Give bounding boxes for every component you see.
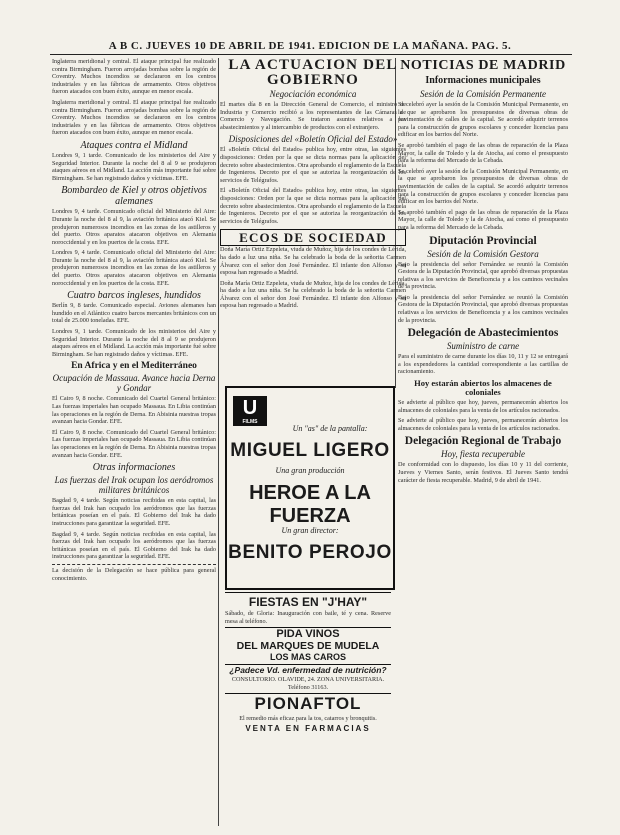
ad-farmacias: VENTA EN FARMACIAS [245,723,371,733]
ad-fiestas-title: FIESTAS EN "J'HAY" [225,592,391,609]
advert-film-title: HEROE A LA FUERZA [249,482,371,527]
text-coloniales-2: Se advierte al público que hoy, jueves, permanecerán abiertos los almacenes de coloniales para la venta de los artículos racionados. [398,417,568,432]
masthead-rule [50,54,572,55]
headline-gobierno: LA ACTUACION DEL GOBIERNO [228,58,398,88]
text-kiel: Londres 9, 4 tarde. Comunicado oficial del Ministerio del Aire: Durante la noche del 8 al 9, la aviación británica atacó Kiel. Se produjeron numerosos incendios en las zonas de los astilleros y del puerto. Otros aparatos atacaron objetivos en Alemania noroccidental y en los puertos de la costa. EFE. [52,208,216,246]
ad-vinos-2: DEL MARQUES DE MUDELA [236,640,380,653]
text-gestora: Bajo la presidencia del señor Fernández se reunió la Comisión Gestora de la Diputación Provincial, que aprobó diversas propuestas relativas a los servicios de Beneficencia y a los caminos vecinales de la provincia. [398,260,568,291]
text-permanente-2: Se aprobó también el pago de las obras de reparación de la Plaza Mayor, la calle de Toledo y la de Atocha, así como el presupuesto para la reforma del Mercado de la Cebada. [398,141,568,165]
headline-otras: Otras informaciones [92,462,176,474]
footer-note: La decisión de la Delegación se hace pública para general conocimiento. [52,566,216,582]
advert-line2: Una gran producción [275,466,345,475]
ad-nutricion-question: ¿Padece Vd. enfermedad de nutrición? [225,664,391,675]
text-africa-2: El Cairo 9, 8 noche. Comunicado del Cuartel General británico: Las fuerzas imperiales han ocupado Massaua. En Libia continúan las operaciones en la región de Derna. En Abisinia nuestras tropas avanzan hacia Gondar. EFE. [52,428,216,459]
left-column [52,58,216,826]
lower-adverts [225,592,391,733]
headline-abastecimientos: Delegación de Abastecimientos [407,327,559,340]
advert-line1: Un "as" de la pantalla: [292,424,368,433]
ad-pionaftol-text: El remedio más eficaz para la tos, catarros y bronquitis. [239,715,377,723]
left-intro: Inglaterra meridional y central. El ataque principal fue realizado contra Birmingham. Fueron arrojadas bombas sobre la región de Coventry. Muchos incendios se declararon en los centros industriales y en las fábricas de armamento. Otros objetivos fueron atacados con buen éxito, aunque en menor escala. [52,58,216,96]
footer-rule [52,564,216,565]
headline-diputacion: Diputación Provincial [429,234,537,247]
ad-vinos-3: LOS MAS CAROS [269,652,346,663]
text-barcos: Berlín 9, 8 tarde. Comunicado especial. Aviones alemanes han hundido en el Atlántico cuatro barcos mercantes británicos con un total de 25.000 toneladas. EFE. [52,302,216,325]
studio-logo [233,396,267,426]
ad-vinos-1: PIDA VINOS [225,627,391,640]
ad-pionaftol: PIONAFTOL [225,693,391,714]
text-negociacion: El martes día 8 en la Dirección General de Comercio, el ministro de Industria y Comercio recibió a los representantes de las Cámaras de Comercio y Navegación. Se trataron asuntos relativos a los abastecimientos y al intercambio de productos con el extranjero. [220,101,406,131]
subhead-africa: Ocupación de Massaua. Avance hacia Derna y Gondar [52,373,216,394]
ad-fiestas-text: Sábado, de Gloria: Inauguración con baile, té y cena. Reserve mesa al teléfono. [225,610,391,625]
subhead-permanente: Sesión de la Comisión Permanente [420,89,546,99]
text-permanente-3: Se celebró ayer la sesión de la Comisión Municipal Permanente, en la que se aprobaron los presupuestos de diversas obras de pavimentación de calles de la capital. Se acordó adquirir terrenos para la construcción de grupos escolares y conceder licencias para edificar en los barrios del Norte. [398,167,568,206]
headline-boletin: Disposiciones del «Boletín Oficial del Estado» [228,134,398,145]
headline-trabajo: Delegación Regional de Trabajo [404,435,562,448]
text-midland: Londres 9, 1 tarde. Comunicado de los ministerios del Aire y Seguridad Interior. Durante la noche del 8 al 9 se produjeron ataques aéreos en el Midland. La acción más importante fué sobre Birmingham. Se han registrado daños y víctimas. EFE. [52,151,216,182]
headline-kiel: Bombardeo de Kiel y otros objetivos alemanes [61,185,207,208]
advert-director: BENITO PEROJO [228,542,392,563]
left-intro-2: Inglaterra meridional y central. El ataque principal fue realizado contra Birmingham. Fueron arrojadas bombas sobre la región de Coventry. Muchos incendios se declararon en los centros industriales y en las fábricas de armamento. Otros objetivos fueron atacados con buen éxito, aunque en menor escala. [52,98,216,137]
headline-midland: Ataques contra el Midland [80,139,188,151]
advert-star: MIGUEL LIGERO [230,440,390,461]
studio-logo-sub: FILMS [242,419,258,425]
masthead: A B C. JUEVES 10 DE ABRIL DE 1941. EDICION DE LA MAÑANA. PAG. 5. [108,40,512,52]
subhead-carne: Suministro de carne [446,341,520,352]
headline-barcos: Cuatro barcos ingleses, hundidos [67,290,201,302]
right-column [398,58,568,826]
subhead-fiesta: Hoy, fiesta recuperable [441,449,525,460]
headline-ecos: ECOS DE SOCIEDAD [220,229,406,246]
ad-nutricion-text: CONSULTORIO. OLAVIDE, 24. ZONA UNIVERSITARIA. Teléfono 31163. [231,676,385,691]
subhead-irak: Las fuerzas del Irak ocupan los aeródromos militares británicos [54,475,214,496]
text-coloniales: Se advierte al público que hoy, jueves, permanecerán abiertos los almacenes de coloniales para la venta de los artículos racionados. [398,399,568,414]
advert-line3: Un gran director: [281,526,339,535]
text-gestora-2: Bajo la presidencia del señor Fernández se reunió la Comisión Gestora de la Diputación Provincial, que aprobó diversas propuestas relativas a los servicios de Beneficencia y a los caminos vecinales de la provincia. [398,293,568,324]
subhead-negociacion: Negociación económica [269,89,357,99]
text-irak-2: Bagdad 9, 4 tarde. Según noticias recibidas en esta capital, las fuerzas del Irak han ocupado los aeródromos que las fuerzas británicas poseían en el país. El Gobierno del Irak ha dado instrucciones para garantizar la seguridad. EFE. [52,530,216,561]
text-africa: El Cairo 9, 8 noche. Comunicado del Cuartel General británico: Las fuerzas imperiales han ocupado Massaua. En Libia continúan las operaciones en la región de Derna. En Abisinia nuestras tropas avanzan hacia Gondar. EFE. [52,395,216,426]
text-permanente-4: Se aprobó también el pago de las obras de reparación de la Plaza Mayor, la calle de Toledo y la de Atocha, así como el presupuesto para la reforma del Mercado de la Cebada. [398,208,568,231]
column-divider-1 [218,58,219,826]
text-boletin: El «Boletín Oficial del Estado» publica hoy, entre otras, las siguientes disposiciones: Orden por la que se dicta normas para la aplicación del decreto sobre abastecimientos. Otra aprobando el reglamento de la Escuela de Ingenieros. Decreto por el que se autoriza la reorganización de los servicios de Telégrafos. [220,146,406,184]
headline-madrid: NOTICIAS DE MADRID [400,58,566,73]
headline-coloniales: Hoy estarán abiertos los almacenes de coloniales [414,378,552,398]
subhead-gestora: Sesión de la Comisión Gestora [427,248,539,259]
text-ecos-2: Doña María Ortiz Ezpeleta, viuda de Muñoz, hija de los condes de Lérida, ha dado a luz una niña. Se ha celebrado la boda de la señorita Carmen Álvarez con el señor don José Fernández. El infante don Alfonso y su esposa han regresado a Madrid. [220,279,406,310]
text-irak: Bagdad 9, 4 tarde. Según noticias recibidas en esta capital, las fuerzas del Irak han ocupado los aeródromos que las fuerzas británicas poseían en el país. El Gobierno del Irak ha dado instrucciones para garantizar la seguridad. EFE. [52,497,216,527]
text-permanente: Se celebró ayer la sesión de la Comisión Municipal Permanente, en la que se aprobaron los presupuestos de diversas obras de pavimentación de calles de la capital. Se acordó adquirir terrenos para la construcción de grupos escolares y conceder licencias para edificar en los barrios del Norte. [398,101,568,139]
text-ecos: Doña María Ortiz Ezpeleta, viuda de Muñoz, hija de los condes de Lérida, ha dado a luz una niña. Se ha celebrado la boda de la señorita Carmen Álvarez con el señor don José Fernández. El infante don Alfonso y su esposa han regresado a Madrid. [220,246,406,277]
studio-logo-letter: U [242,397,258,419]
subhead-municipales: Informaciones municipales [425,75,541,86]
text-trabajo: De conformidad con lo dispuesto, los días 10 y 11 del corriente, Jueves y Viernes Santo, serán festivos. El Jueves Santo tendrá carácter de fiesta recuperable. Madrid, 9 de abril de 1941. [398,461,568,484]
headline-africa: En Africa y en el Mediterráneo [71,361,197,372]
text-kiel-2: Londres 9, 4 tarde. Comunicado oficial del Ministerio del Aire: Durante la noche del 8 al 9, la aviación británica atacó Kiel. Se produjeron numerosos incendios en las zonas de los astilleros y del puerto. Otros aparatos atacaron objetivos en Alemania noroccidental y en los puertos de la costa. EFE. [52,249,216,287]
middle-column [220,58,406,388]
text-barcos-2: Londres 9, 1 tarde. Comunicado de los ministerios del Aire y Seguridad Interior. Durante la noche del 8 al 9 se produjeron ataques aéreos en el Midland. La acción más importante fué sobre Birmingham. Se han registrado daños y víctimas. EFE. [52,328,216,358]
text-carne: Para el suministro de carne durante los días 10, 11 y 12 se entregará a los expendedores la cantidad correspondiente a las cartillas de racionamiento. [398,353,568,376]
film-advert [225,386,395,590]
text-boletin-2: El «Boletín Oficial del Estado» publica hoy, entre otras, las siguientes disposiciones: Orden por la que se dicta normas para la aplicación del decreto sobre abastecimientos. Otra aprobando el reglamento de la Escuela de Ingenieros. Decreto por el que se autoriza la reorganización de los servicios de Telégrafos. [220,187,406,225]
